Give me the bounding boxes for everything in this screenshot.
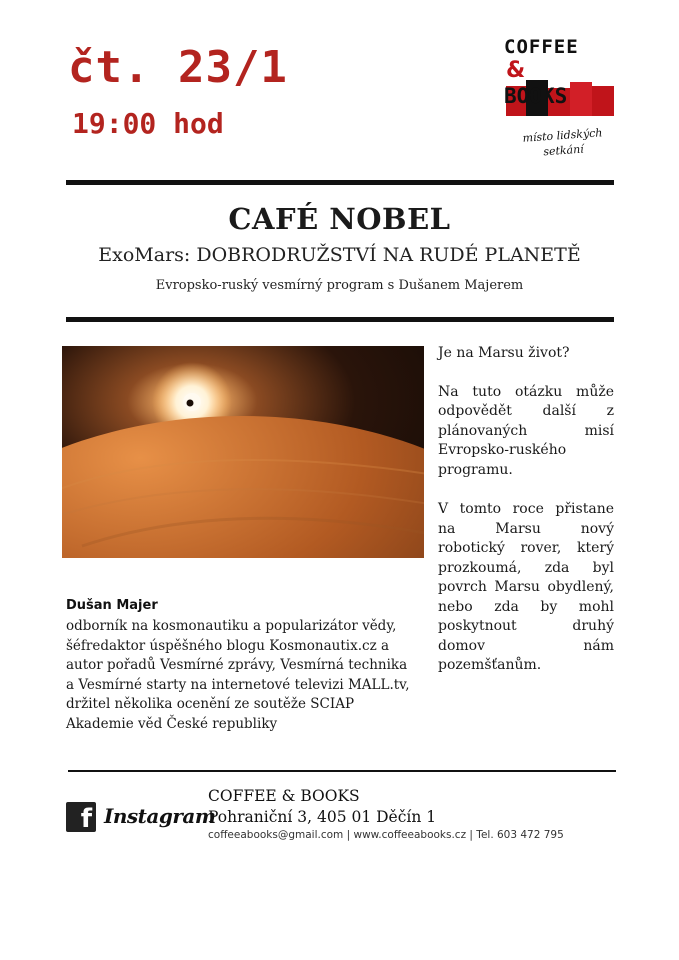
instagram-label[interactable]: Instagram [104, 804, 216, 828]
logo-ampersand: & [506, 58, 526, 83]
header-divider [66, 180, 614, 185]
footer-address: Pohraniční 3, 405 01 Děčín 1 [208, 808, 437, 826]
description-paragraph-2: V tomto roce přistane na Marsu nový robotický rover, který prozkoumá, zda byl povrch Marsu obydlený, nebo zda by mohl poskytnout druhý domov nám pozemšťanům. [438, 501, 614, 673]
footer-divider [68, 770, 616, 772]
event-tagline: Evropsko-ruský vesmírný program s Dušanem Majerem [155, 278, 524, 293]
footer-contact: coffeeabooks@gmail.com | www.coffeeabooks.cz | Tel. 603 472 795 [208, 829, 564, 841]
description-question: Je na Marsu život? [438, 345, 570, 361]
event-title: CAFÉ NOBEL [228, 202, 451, 236]
event-subtitle: ExoMars: DOBRODRUŽSTVÍ NA RUDÉ PLANETĚ [98, 244, 581, 266]
event-description [438, 344, 614, 696]
speaker-bio: odborník na kosmonautiku a popularizátor vědy, šéfredaktor úspěšného blogu Kosmonautix.cz a autor pořadů Vesmírné zprávy, Vesmírná technika a Vesmírné starty na internetové televizi MALL.tv, držitel několika ocenění ze soutěže SCIAP Akademie věd České republiky [66, 618, 410, 732]
speaker-name: Dušan Majer [66, 598, 158, 613]
footer-business-name: COFFEE & BOOKS [208, 787, 360, 805]
facebook-icon[interactable]: f [66, 802, 96, 832]
logo-tagline: místo lidských setkání [522, 126, 603, 159]
title-divider [66, 317, 614, 322]
logo-coffee-text: COFFEE [504, 36, 579, 58]
social-links [66, 800, 216, 836]
description-paragraph-1: Na tuto otázku může odpovědět další z plánovaných misí Evropsko-ruského programu. [438, 383, 614, 478]
coffee-books-logo [500, 36, 620, 176]
event-time: 19:00 hod [72, 107, 224, 140]
event-date: čt. 23/1 [68, 42, 288, 93]
planet-image [62, 346, 424, 558]
logo-books-text: BOOKS [504, 84, 568, 108]
